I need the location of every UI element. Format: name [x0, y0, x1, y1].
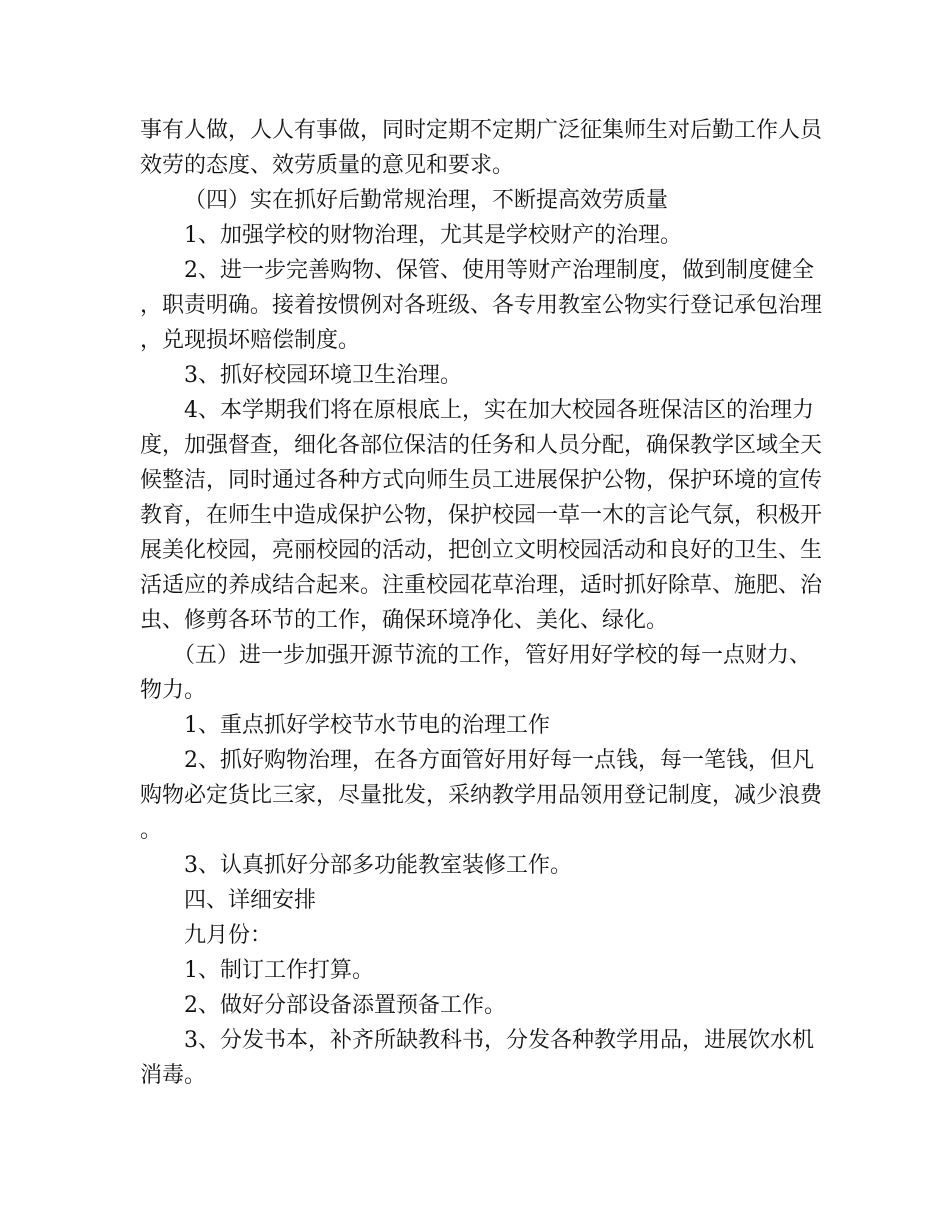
section-heading-four: （四）实在抓好后勤常规治理，不断提高效劳质量 — [184, 188, 669, 213]
month-heading: 九月份： — [184, 923, 273, 948]
paragraph: 2、进一步完善购物、保管、使用等财产治理制度，做到制度健全，职责明确。接着按惯例对各班级、各专用教室公物实行登记承包治理，兑现损坏赔偿制度。 — [140, 258, 823, 353]
section-heading-detailed-plan: 四、详细安排 — [184, 888, 317, 913]
paragraph: 3、认真抓好分部多功能教室装修工作。 — [184, 853, 572, 878]
paragraph: 4、本学期我们将在原根底上，实在加大校园各班保洁区的治理力度，加强督查，细化各部位保洁的任务和人员分配，确保教学区域全天候整洁，同时通过各种方式向师生员工进展保护公物，保护环境的宣传教育，在师生中造成保护公物，保护校园一草一木的言论气氛，积极开展美化校园，亮丽校园的活动，把创立文明校园活动和良好的卫生、生活适应的养成结合起来。注重校园花草治理，适时抓好除草、施肥、治虫、修剪各环节的工作，确保环境净化、美化、绿化。 — [140, 398, 823, 633]
section-heading-five: （五）进一步加强开源节流的工作，管好用好学校的每一点财力、物力。 — [140, 643, 812, 703]
paragraph: 1、重点抓好学校节水节电的治理工作 — [184, 713, 550, 738]
paragraph: 3、抓好校园环境卫生治理。 — [184, 363, 462, 388]
paragraph-continuation: 事有人做，人人有事做，同时定期不定期广泛征集师生对后勤工作人员效劳的态度、效劳质量的意见和要求。 — [140, 118, 823, 178]
paragraph: 1、加强学校的财物治理，尤其是学校财产的治理。 — [184, 223, 682, 248]
paragraph: 2、做好分部设备添置预备工作。 — [184, 993, 506, 1018]
paragraph: 2、抓好购物治理，在各方面管好用好每一点钱，每一笔钱，但凡购物必定货比三家，尽量批发，采纳教学用品领用登记制度，减少浪费。 — [140, 748, 823, 843]
paragraph: 3、分发书本，补齐所缺教科书，分发各种教学用品，进展饮水机消毒。 — [140, 1028, 814, 1088]
paragraph: 1、制订工作打算。 — [184, 958, 374, 983]
document-body — [140, 113, 830, 1093]
